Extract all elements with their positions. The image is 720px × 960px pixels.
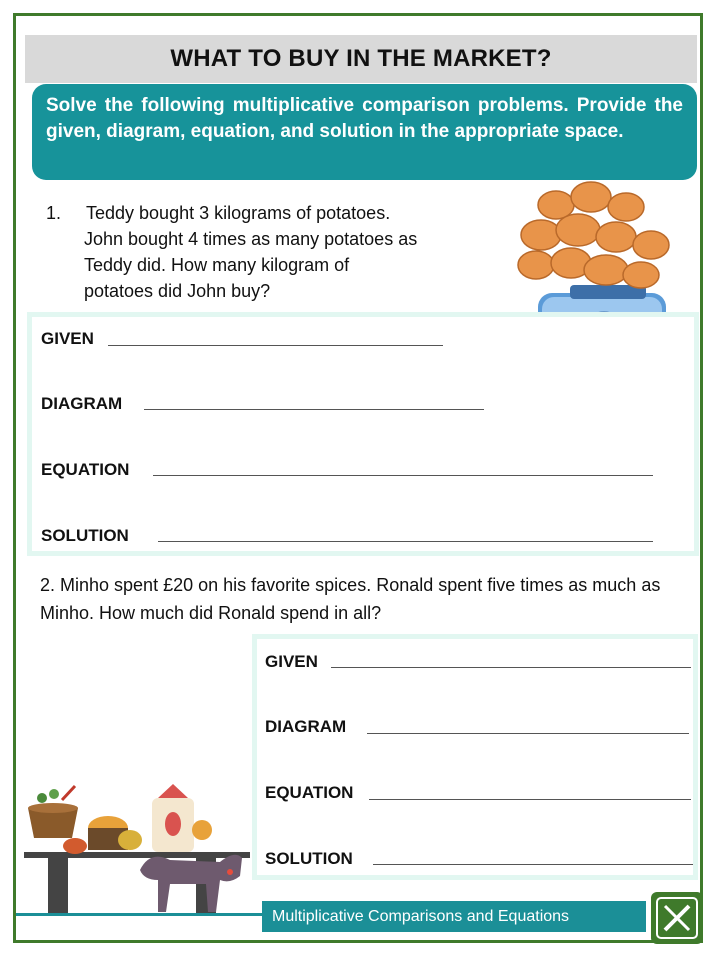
equation-line-1[interactable] [153,475,653,476]
footer-line [16,913,264,916]
given-line-2[interactable] [331,667,691,668]
title-bar [25,35,697,83]
problem-1 [46,200,466,304]
diagram-line-2[interactable] [367,733,689,734]
diagram-label-2: DIAGRAM [265,717,347,736]
solution-label-1: SOLUTION [41,526,129,545]
solution-label-2: SOLUTION [265,849,353,868]
problem-1-line3: Teddy did. How many kilogram of [84,255,350,275]
page-title: WHAT TO BUY IN THE MARKET? [170,45,552,72]
diagram-label-1: DIAGRAM [41,394,123,413]
problem-2: 2. Minho spent £20 on his favorite spices. Ronald spent five times as much as Minho. How much did Ronald spend in all? [40,575,661,623]
problem-1-line4: potatoes did John buy? [84,281,271,301]
given-label-1: GIVEN [41,329,94,348]
given-line-1[interactable] [108,345,443,346]
problem-1-line2: John bought 4 times as many potatoes as [84,229,418,249]
problem-1-number: 1. [46,203,62,223]
equation-label-2: EQUATION [265,783,354,802]
footer-bar: Multiplicative Comparisons and Equations [262,901,646,932]
spices-table-cat-illustration [20,780,252,922]
problem-1-line1: Teddy bought 3 kilograms of potatoes. [86,203,391,223]
logo-icon [651,892,703,944]
instructions-box: Solve the following multiplicative comparison problems. Provide the given, diagram, equation, and solution in the appropriate space. [32,84,697,180]
problem-2-answer-box [252,634,698,880]
equation-line-2[interactable] [369,799,691,800]
solution-line-2[interactable] [373,864,693,865]
solution-line-1[interactable] [158,541,653,542]
equation-label-1: EQUATION [41,460,130,479]
given-label-2: GIVEN [265,652,318,671]
problem-1-answer-box [27,312,699,556]
diagram-line-1[interactable] [144,409,484,410]
